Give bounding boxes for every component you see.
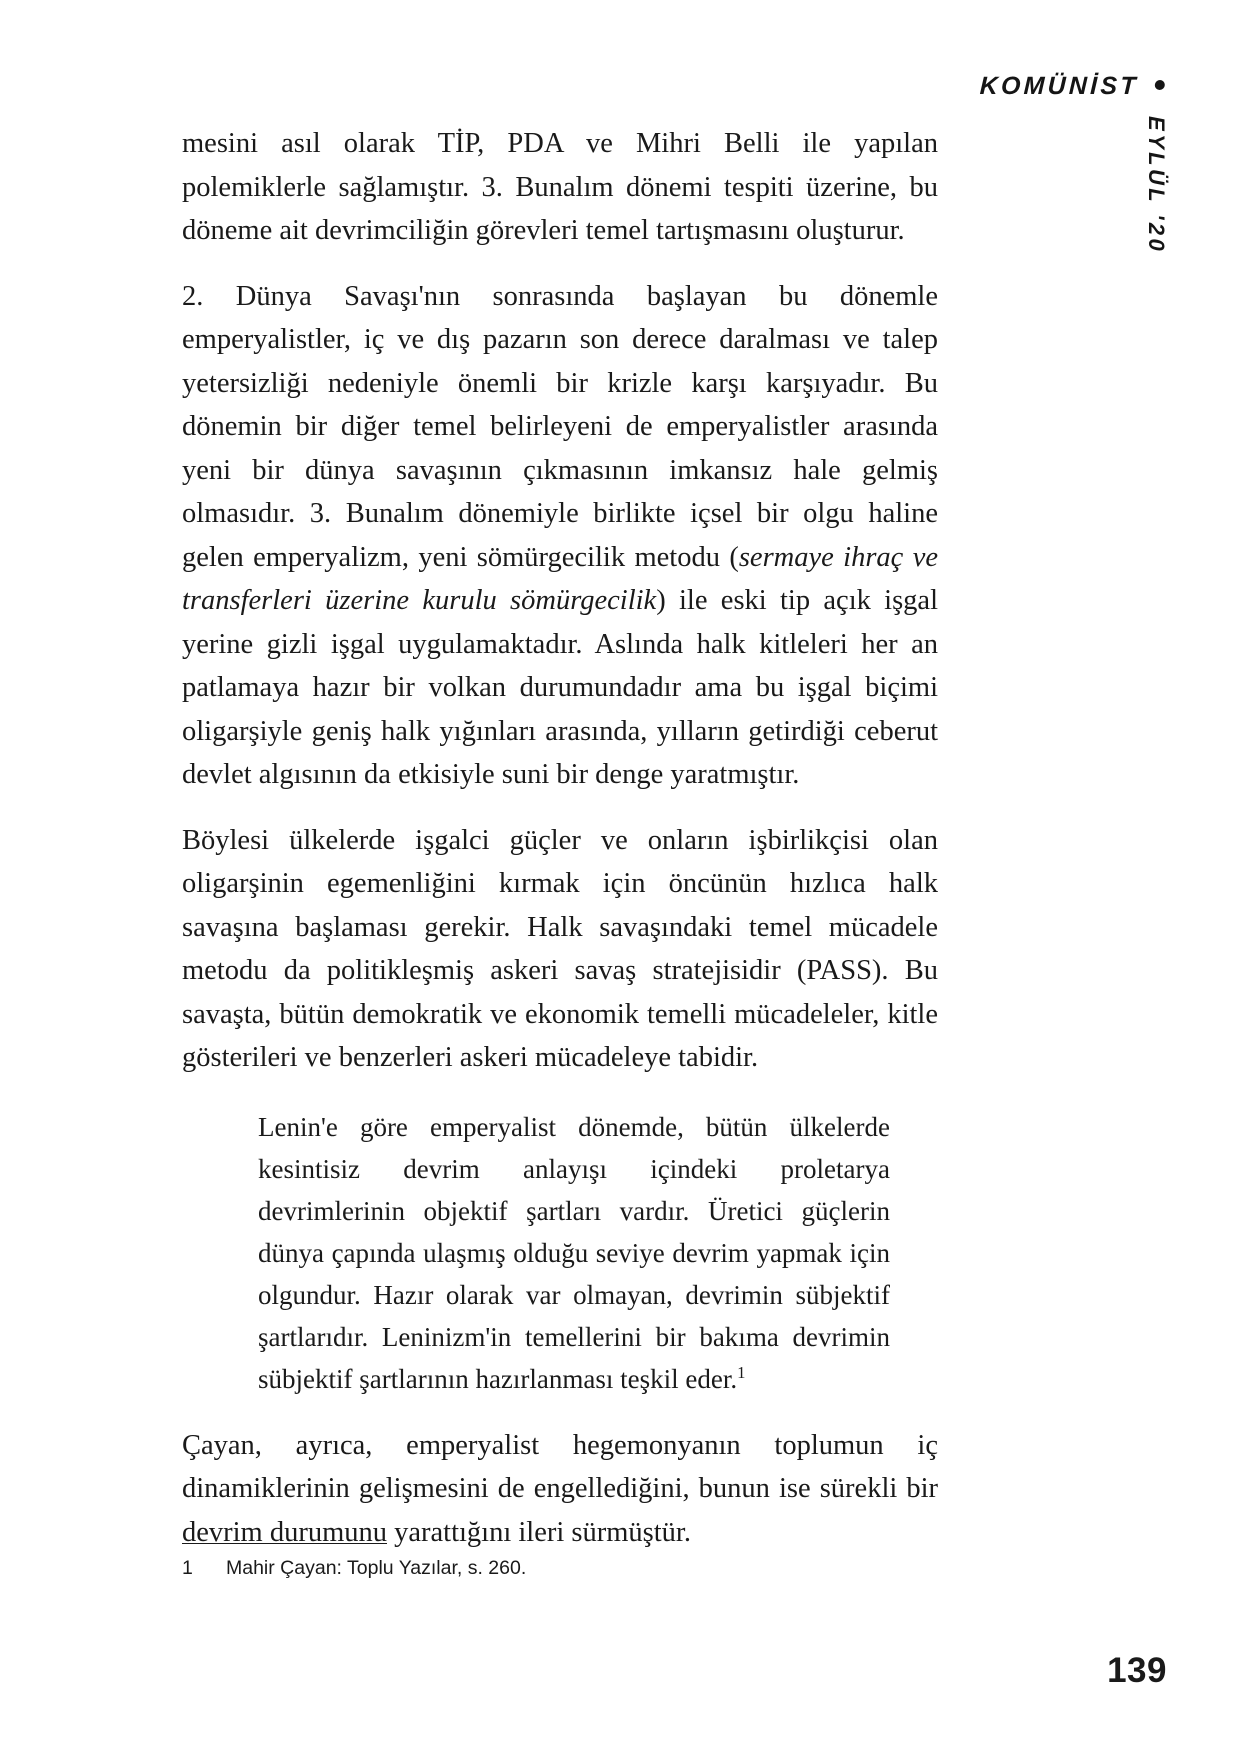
paragraph-2 (182, 275, 938, 797)
footnote-reference-1[interactable]: 1 (737, 1362, 746, 1382)
paragraph-1: mesini asıl olarak TİP, PDA ve Mihri Belli ile yapılan polemiklerle sağlamıştır. 3. Bunalım dönemi tespiti üzerine, bu döneme ait devrimciliğin görevleri temel tartışmasını oluşturur. (182, 128, 938, 246)
paragraph-2-lead: 2. Dünya Savaşı'nın sonrasında başlayan bu dönemle emperyalistler, iç ve dış pazarın son derece daralması ve talep yetersizliği nedeniyle önemli bir krizle karşı karşıyadır. Bu dönemin bir diğer temel belirleyeni de emperyalistler arasında yeni bir dünya savaşının çıkmasının imkansız hale gelmiş olmasıdır. 3. Bunalım dönemiyle birlikte içsel bir olgu haline gelen emperyalizm, yeni sömürgecilik metodu ( (182, 280, 938, 573)
blockquote-lenin (182, 1106, 938, 1400)
footnote-separator-rule (182, 1543, 387, 1544)
issue-date-container (1139, 116, 1173, 266)
paragraph-4: Çayan, ayrıca, emperyalist hegemonyanın toplumun iç dinamiklerinin gelişmesini de engellediğini, bunun ise sürekli bir devrim durumunu yarattığını ileri sürmüştür. (182, 1429, 938, 1548)
issue-date: EYLÜL '20 (1144, 116, 1169, 255)
blockquote-text-wrap (258, 1106, 890, 1400)
paragraph-2-italic-phrase: sermaye ihraç ve transferleri üzerine kurulu sömürgecilik (182, 541, 938, 616)
blockquote-text: Lenin'e göre emperyalist dönemde, bütün ülkelerde kesintisiz devrim anlayışı içindeki proletarya devrimlerinin objektif şartları vardır. Üretici güçlerin dünya çapında ulaşmış olduğu seviye devrim yapmak için olgundur. Hazır olarak var olmayan, devrimin sübjektif şartlarıdır. Leninizm'in temellerini bir bakıma devrimin sübjektif şartlarının hazırlanması teşkil eder. (258, 1111, 890, 1394)
paragraph-2-tail: ) ile eski tip açık işgal yerine gizli işgal uygulamaktadır. Aslında halk kitleleri her an patlamaya hazır bir volkan durumundadır ama bu işgal biçimi oligarşiyle geniş halk yığınları arasında, yılların getirdiği ceberut devlet algısının da etkisiyle suni bir denge yaratmıştır. (182, 585, 938, 790)
running-header (980, 60, 1169, 260)
publication-title-text: KOMÜNİST (979, 72, 1140, 100)
footnote-number-1: 1 (182, 1557, 193, 1579)
footnote-item-1 (182, 1555, 938, 1581)
page-number: 139 (1107, 1651, 1167, 1690)
text-column (182, 122, 938, 1554)
footnote-text-1: Mahir Çayan: Toplu Yazılar, s. 260. (226, 1557, 527, 1579)
paragraph-3: Böylesi ülkelerde işgalci güçler ve onların işbirlikçisi olan oligarşinin egemenliğini kırmak için öncünün hızlıca halk savaşına başlaması gerekir. Halk savaşındaki temel mücadele metodu da politikleşmiş askeri savaş stratejisidir (PASS). Bu savaşta, bütün demokratik ve ekonomik temelli mücadeleler, kitle gösterileri ve benzerleri askeri mücadeleye tabidir. (182, 824, 938, 1073)
bullet-dot-icon (1155, 80, 1165, 90)
footnote-area (182, 1543, 938, 1581)
publication-title (979, 60, 1169, 99)
